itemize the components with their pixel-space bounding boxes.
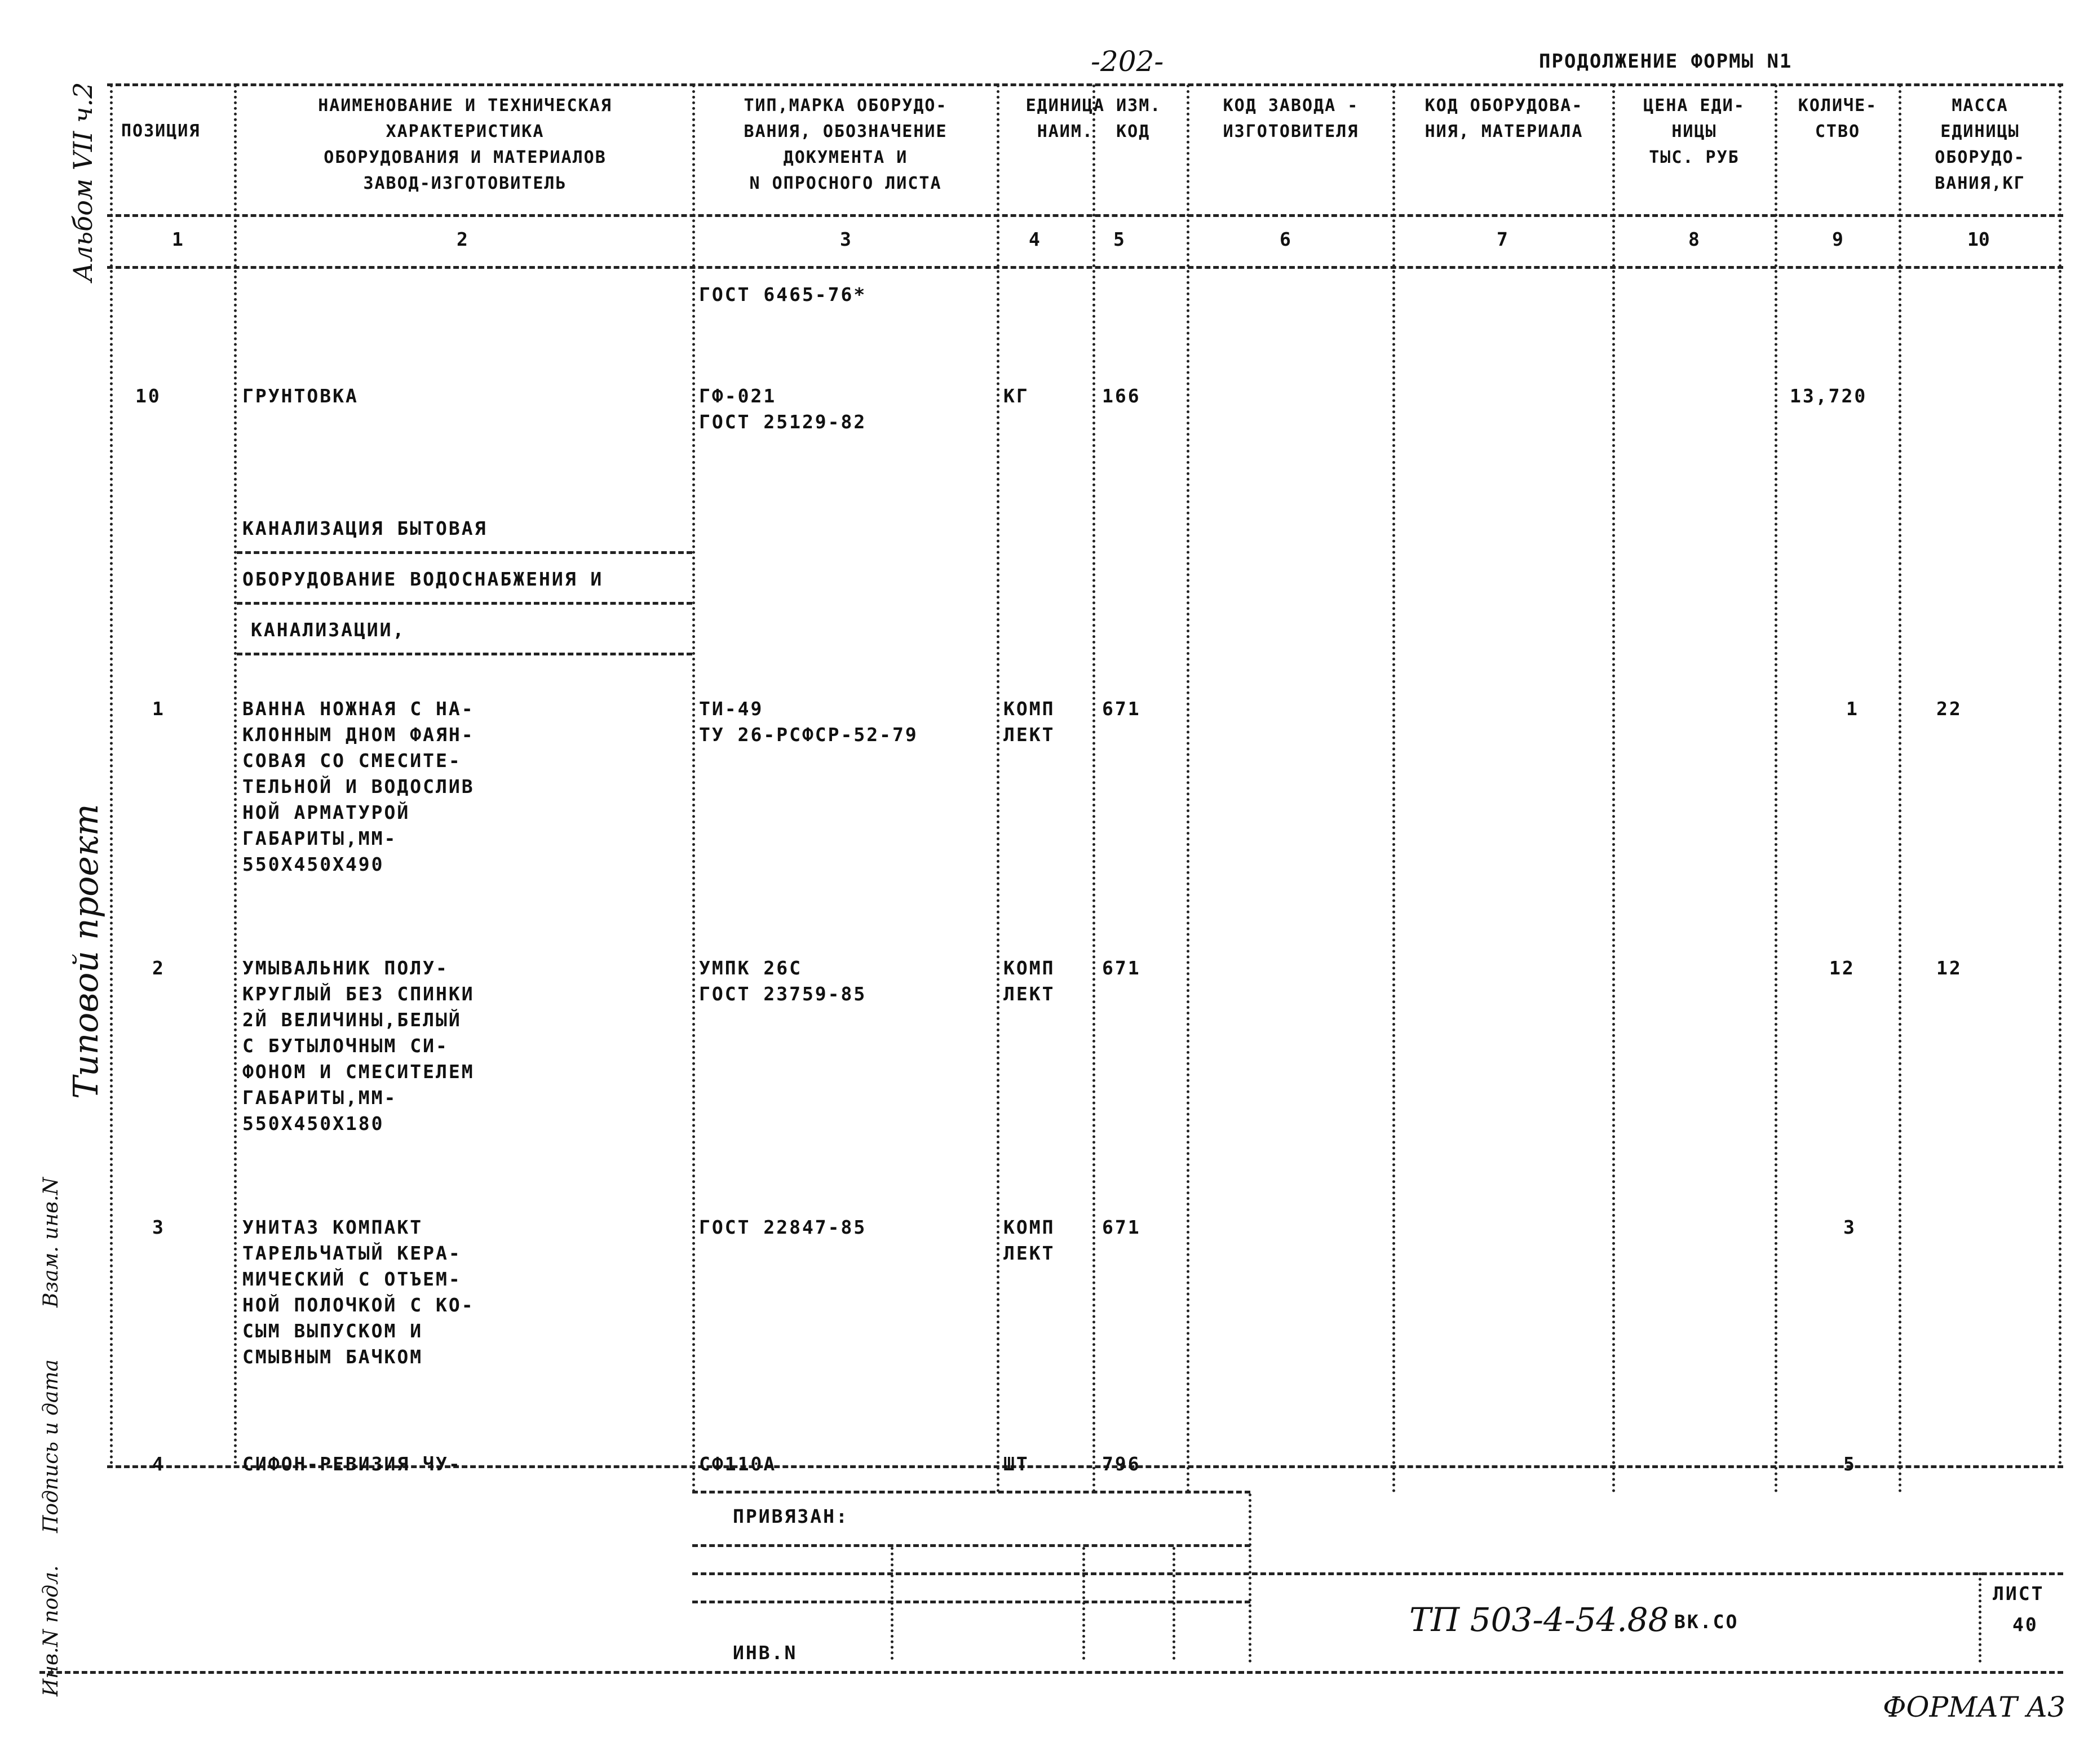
stamp-inv-label: Инв.N подл. (39, 1565, 63, 1696)
header-position: ПОЗИЦИЯ (121, 121, 201, 141)
col-sep-0 (110, 85, 113, 1465)
row-1-position: 10 (135, 385, 161, 407)
row-4-quantity: 3 (1843, 1216, 1856, 1238)
row-2-type: ТИ-49 ТУ 26-РСФСР-52-79 (699, 698, 918, 746)
header-name: НАИМЕНОВАНИЕ И ТЕХНИЧЕСКАЯ ХАРАКТЕРИСТИКА ОБОРУДОВАНИЯ И МАТЕРИАЛОВ ЗАВОД-ИЗГОТОВИТЕЛЬ (318, 96, 612, 193)
column-number-divider (107, 266, 2063, 269)
row-1-name: ГРУНТОВКА (242, 385, 359, 407)
stamp-rule-3 (692, 1601, 1250, 1603)
col-num-4: 4 (1029, 228, 1040, 250)
document-code: ТП 503-4-54.88 (1409, 1601, 1669, 1639)
row-5-unit: ШТ (1003, 1453, 1029, 1475)
row-5-type: СФ110А (699, 1453, 777, 1475)
header-factory-code: КОД ЗАВОДА - ИЗГОТОВИТЕЛЯ (1223, 96, 1359, 141)
col-sep-8 (1775, 85, 1777, 1493)
stamp-sep-1 (891, 1547, 893, 1660)
document-suffix: ВК.СО (1674, 1611, 1739, 1633)
col-sep-7 (1612, 85, 1615, 1493)
col-num-9: 9 (1832, 228, 1843, 250)
row-5-name: СИФОН-РЕВИЗИЯ ЧУ- (242, 1453, 462, 1475)
format-label: ФОРМАТ А3 (1883, 1691, 2066, 1723)
header-divider (107, 214, 2063, 217)
stamp-sign-label: Подпись и дата (39, 1359, 63, 1533)
stamp-sep-3 (1173, 1547, 1175, 1660)
row-3-position: 2 (152, 957, 165, 979)
row-2-mass: 22 (1936, 698, 1962, 720)
row-3-name: УМЫВАЛЬНИК ПОЛУ- КРУГЛЫЙ БЕЗ СПИНКИ 2Й ВЕЛИЧИНЫ,БЕЛЫЙ С БУТЫЛОЧНЫМ СИ- ФОНОМ И СМЕСИТЕЛЕМ ГАБАРИТЫ,ММ- 550X450X180 (242, 957, 475, 1134)
col-sep-4 (1092, 85, 1095, 1493)
row-4-code: 671 (1102, 1216, 1141, 1238)
section-rule-1 (237, 551, 692, 554)
row-3-code: 671 (1102, 957, 1141, 979)
section-rule-2 (237, 602, 692, 605)
col-num-2: 2 (457, 228, 468, 250)
sheet-label: ЛИСТ (1993, 1583, 2045, 1605)
col-sep-1 (234, 85, 237, 1465)
row-5-code: 796 (1102, 1453, 1141, 1475)
project-label: Типовой проект (67, 804, 106, 1099)
row-1-unit: КГ (1003, 385, 1029, 407)
row-2-quantity: 1 (1846, 698, 1859, 720)
row-1-quantity: 13,720 (1790, 385, 1868, 407)
table-top-border (107, 83, 2063, 86)
col-num-8: 8 (1688, 228, 1700, 250)
row-3-quantity: 12 (1829, 957, 1855, 979)
stamp-sep-4 (1249, 1493, 1251, 1663)
row-5-position: 4 (152, 1453, 165, 1475)
sheet-box-sep (1979, 1572, 1981, 1663)
row-4-name: УНИТАЗ КОМПАКТ ТАРЕЛЬЧАТЫЙ КЕРА- МИЧЕСКИЙ С ОТЪЕМ- НОЙ ПОЛОЧКОЙ С КО- СЫМ ВЫПУСКОМ И СМЫВНЫМ БАЧКОМ (242, 1216, 475, 1368)
row-1-code: 166 (1102, 385, 1141, 407)
stamp-bound-label: ПРИВЯЗАН: (733, 1505, 849, 1527)
section-subtitle-1: ОБОРУДОВАНИЕ ВОДОСНАБЖЕНИЯ И (242, 568, 604, 590)
stamp-sep-2 (1082, 1547, 1085, 1660)
col-sep-2 (692, 85, 695, 1493)
header-price: ЦЕНА ЕДИ- НИЦЫ ТЫС. РУБ (1643, 96, 1745, 167)
continuation-label: ПРОДОЛЖЕНИЕ ФОРМЫ N1 (1539, 50, 1793, 73)
stamp-inv-label: ИНВ.N (733, 1642, 798, 1664)
row-2-code: 671 (1102, 698, 1141, 720)
col-num-1: 1 (172, 228, 183, 250)
header-mass: МАССА ЕДИНИЦЫ ОБОРУДО- ВАНИЯ,КГ (1935, 96, 2025, 193)
col-num-10: 10 (1967, 228, 1990, 250)
header-unit: ЕДИНИЦА ИЗМ. НАИМ. КОД (1025, 96, 1162, 141)
stamp-rule-2 (692, 1572, 2063, 1575)
album-label: Альбом VII ч.2 (68, 82, 98, 282)
col-sep-3 (997, 85, 999, 1493)
row-0-type: ГОСТ 6465-76* (699, 283, 867, 305)
row-4-unit: КОМП ЛЕКТ (1003, 1216, 1055, 1264)
header-quantity: КОЛИЧЕ- СТВО (1798, 96, 1878, 141)
row-3-type: УМПК 26С ГОСТ 23759-85 (699, 957, 867, 1005)
row-1-type: ГФ-021 ГОСТ 25129-82 (699, 385, 867, 433)
sheet-number: 40 (2012, 1614, 2038, 1636)
stamp-rule-1 (692, 1544, 1250, 1547)
col-num-6: 6 (1280, 228, 1291, 250)
col-num-3: 3 (840, 228, 851, 250)
col-sep-5 (1187, 85, 1189, 1493)
header-type: ТИП,МАРКА ОБОРУДО- ВАНИЯ, ОБОЗНАЧЕНИЕ ДОКУМЕНТА И N ОПРОСНОГО ЛИСТА (744, 96, 948, 193)
row-3-mass: 12 (1936, 957, 1962, 979)
stamp-top-rule (692, 1491, 1250, 1493)
section-rule-3 (237, 653, 692, 655)
page-bottom-rule (39, 1671, 2063, 1674)
col-sep-9 (1899, 85, 1901, 1493)
stamp-replace-label: Взам. инв.N (39, 1177, 63, 1308)
header-equipment-code: КОД ОБОРУДОВА- НИЯ, МАТЕРИАЛА (1424, 96, 1583, 141)
col-sep-6 (1392, 85, 1395, 1493)
row-5-quantity: 5 (1843, 1453, 1856, 1475)
row-4-type: ГОСТ 22847-85 (699, 1216, 867, 1238)
row-3-unit: КОМП ЛЕКТ (1003, 957, 1055, 1005)
row-2-name: ВАННА НОЖНАЯ С НА- КЛОННЫМ ДНОМ ФАЯН- СОВАЯ СО СМЕСИТЕ- ТЕЛЬНОЙ И ВОДОСЛИВ НОЙ АРМАТУРОЙ ГАБАРИТЫ,ММ- 550X450X490 (242, 698, 475, 875)
row-2-position: 1 (152, 698, 165, 720)
page-number: -202- (1091, 45, 1164, 78)
row-4-position: 3 (152, 1216, 165, 1238)
col-sep-10 (2059, 85, 2061, 1465)
row-2-unit: КОМП ЛЕКТ (1003, 698, 1055, 746)
col-num-5: 5 (1113, 228, 1125, 250)
col-num-7: 7 (1497, 228, 1508, 250)
section-subtitle-2: КАНАЛИЗАЦИИ, (251, 619, 406, 641)
section-title: КАНАЛИЗАЦИЯ БЫТОВАЯ (242, 517, 488, 539)
